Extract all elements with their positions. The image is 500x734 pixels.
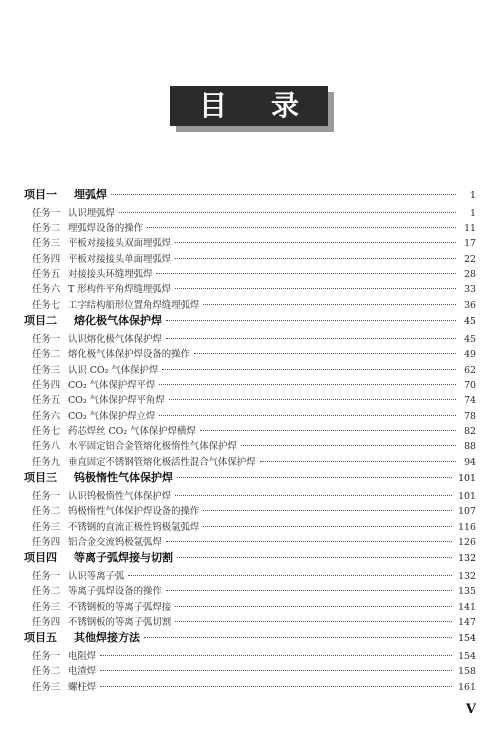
toc-entry-title: 埋弧焊 xyxy=(74,188,107,201)
toc-task-row xyxy=(24,392,476,407)
toc-page-number: 28 xyxy=(464,269,476,281)
toc-page-number: 158 xyxy=(458,666,476,678)
toc-entry-title: 认识 CO₂ 气体保护焊 xyxy=(68,364,159,376)
title-box xyxy=(170,86,328,126)
toc-entry-label: 任务一 xyxy=(32,207,61,219)
toc-entry-title: 熔化极气体保护焊设备的操作 xyxy=(68,349,190,361)
toc-page-number: 45 xyxy=(464,333,476,345)
toc-title xyxy=(170,86,334,132)
toc-leader-dots xyxy=(241,445,456,446)
toc-entry-title: 其他焊接方法 xyxy=(74,631,140,645)
toc-page-number: 1 xyxy=(470,207,476,219)
toc-entry-title: 电渣焊 xyxy=(68,666,97,678)
page-number: V xyxy=(465,702,476,717)
toc-page-number: 82 xyxy=(464,426,476,438)
toc-entry-title: 钨极惰性气体保护焊 xyxy=(74,471,173,485)
toc-page-number: 94 xyxy=(464,456,476,468)
toc-task-row xyxy=(24,599,476,614)
toc-task-row xyxy=(24,220,476,235)
toc-leader-dots xyxy=(175,606,452,607)
toc-task-row xyxy=(24,205,476,220)
table-of-contents xyxy=(24,186,476,694)
toc-leader-dots xyxy=(147,227,456,228)
toc-task-row xyxy=(24,266,476,281)
toc-page-number: 74 xyxy=(464,395,476,407)
toc-entry-title: 不锈钢的直流正极性钨极氩弧焊 xyxy=(68,521,200,533)
toc-entry-title: 电阻焊 xyxy=(68,650,97,662)
toc-task-row xyxy=(24,377,476,392)
toc-leader-dots xyxy=(175,288,456,289)
toc-entry-label: 任务二 xyxy=(32,349,61,361)
toc-page-number: 126 xyxy=(458,536,476,548)
toc-page-number: 70 xyxy=(464,379,476,391)
toc-page-number: 36 xyxy=(464,299,476,311)
toc-task-row xyxy=(24,503,476,518)
toc-task-row xyxy=(24,583,476,598)
toc-task-row xyxy=(24,568,476,583)
toc-chapter-row xyxy=(24,312,476,331)
toc-leader-dots xyxy=(166,590,452,591)
toc-entry-label: 任务五 xyxy=(32,395,61,407)
toc-page-number: 45 xyxy=(464,316,476,328)
toc-page-number: 135 xyxy=(458,586,476,598)
toc-entry-label: 任务一 xyxy=(32,490,61,502)
toc-leader-dots xyxy=(100,655,452,656)
toc-page-number: 154 xyxy=(458,633,476,645)
toc-task-row xyxy=(24,679,476,694)
toc-leader-dots xyxy=(169,399,456,400)
toc-chapter-row xyxy=(24,469,476,488)
toc-leader-dots xyxy=(175,495,452,496)
toc-entry-title: 钨极惰性气体保护焊设备的操作 xyxy=(68,506,200,518)
toc-leader-dots xyxy=(159,415,456,416)
toc-task-row xyxy=(24,251,476,266)
toc-entry-title: 平板对接接头单面埋弧焊 xyxy=(68,253,172,265)
toc-entry-title: 等离子弧焊设备的操作 xyxy=(68,586,162,598)
toc-page-number: 49 xyxy=(464,349,476,361)
toc-entry-label: 任务八 xyxy=(32,441,61,453)
toc-task-row xyxy=(24,534,476,549)
toc-page-number: 147 xyxy=(458,616,476,628)
toc-page-number: 17 xyxy=(464,238,476,250)
toc-entry-title: 等离子弧焊接与切割 xyxy=(74,551,173,565)
toc-entry-title: CO₂ 气体保护焊平角焊 xyxy=(68,395,165,407)
toc-entry-label: 任务一 xyxy=(32,650,61,662)
toc-page-number: 101 xyxy=(458,473,476,485)
toc-leader-dots xyxy=(156,273,456,274)
toc-task-row xyxy=(24,362,476,377)
toc-entry-label: 任务二 xyxy=(32,666,61,678)
toc-leader-dots xyxy=(128,575,452,576)
toc-leader-dots xyxy=(162,369,456,370)
toc-leader-dots xyxy=(203,304,456,305)
toc-entry-title: 熔化极气体保护焊 xyxy=(74,314,162,328)
toc-entry-label: 任务四 xyxy=(32,536,61,548)
toc-task-row xyxy=(24,438,476,453)
toc-entry-label: 项目一 xyxy=(24,188,57,201)
toc-entry-title: 认识钨极惰性气体保护焊 xyxy=(68,490,172,502)
toc-entry-title: 螺柱焊 xyxy=(68,681,97,693)
toc-leader-dots xyxy=(203,526,452,527)
toc-leader-dots xyxy=(159,384,456,385)
toc-leader-dots xyxy=(194,353,456,354)
toc-entry-label: 任务四 xyxy=(32,616,61,628)
toc-leader-dots xyxy=(175,621,452,622)
toc-chapter-row xyxy=(24,549,476,568)
toc-page-number: 161 xyxy=(458,681,476,693)
toc-task-row xyxy=(24,454,476,469)
toc-entry-title: 不锈钢板的等离子弧切割 xyxy=(68,616,172,628)
toc-entry-label: 任务三 xyxy=(32,238,61,250)
toc-leader-dots xyxy=(200,430,456,431)
toc-page-number: 11 xyxy=(464,222,476,234)
toc-entry-label: 项目二 xyxy=(24,314,57,328)
toc-entry-title: 垂直固定不锈钢管熔化极活性混合气体保护焊 xyxy=(68,456,256,468)
toc-leader-dots xyxy=(177,557,452,558)
toc-page-number: 132 xyxy=(458,570,476,582)
toc-entry-label: 任务四 xyxy=(32,379,61,391)
toc-entry-label: 任务三 xyxy=(32,601,61,613)
title-char-1: 目 xyxy=(198,89,227,122)
toc-page-number: 1 xyxy=(470,190,476,201)
toc-task-row xyxy=(24,614,476,629)
toc-entry-title: 认识埋弧焊 xyxy=(68,207,115,219)
toc-page-number: 116 xyxy=(458,521,476,533)
toc-leader-dots xyxy=(175,242,456,243)
toc-leader-dots xyxy=(119,212,456,213)
toc-task-row xyxy=(24,235,476,250)
toc-page-number: 107 xyxy=(458,506,476,518)
toc-entry-label: 任务一 xyxy=(32,333,61,345)
title-char-2: 录 xyxy=(271,89,300,122)
toc-leader-dots xyxy=(100,670,452,671)
toc-entry-label: 项目三 xyxy=(24,471,57,485)
toc-page-number: 132 xyxy=(458,553,476,565)
toc-chapter-row xyxy=(24,186,476,205)
toc-entry-title: T 形构件平角焊缝埋弧焊 xyxy=(68,284,171,296)
toc-task-row xyxy=(24,281,476,296)
toc-entry-label: 任务九 xyxy=(32,456,61,468)
toc-leader-dots xyxy=(166,541,452,542)
toc-page-number: 22 xyxy=(464,253,476,265)
toc-entry-title: 对接接头环缝埋弧焊 xyxy=(68,269,153,281)
toc-entry-label: 任务五 xyxy=(32,269,61,281)
toc-task-row xyxy=(24,331,476,346)
toc-task-row xyxy=(24,297,476,312)
toc-entry-title: 工字结构船形位置角焊缝埋弧焊 xyxy=(68,299,200,311)
toc-leader-dots xyxy=(203,510,452,511)
toc-page-number: 141 xyxy=(458,601,476,613)
toc-entry-label: 任务三 xyxy=(32,521,61,533)
toc-page-number: 154 xyxy=(458,650,476,662)
toc-entry-label: 任务六 xyxy=(32,284,61,296)
toc-leader-dots xyxy=(166,320,456,321)
toc-entry-label: 任务一 xyxy=(32,570,61,582)
toc-entry-label: 任务二 xyxy=(32,586,61,598)
toc-entry-label: 任务六 xyxy=(32,410,61,422)
toc-task-row xyxy=(24,488,476,503)
toc-entry-label: 任务二 xyxy=(32,506,61,518)
toc-entry-label: 任务三 xyxy=(32,681,61,693)
toc-entry-label: 项目五 xyxy=(24,631,57,645)
toc-entry-title: 铝合金交流钨极氩弧焊 xyxy=(68,536,162,548)
toc-entry-label: 任务七 xyxy=(32,299,61,311)
toc-entry-label: 任务四 xyxy=(32,253,61,265)
toc-leader-dots xyxy=(144,637,452,638)
toc-entry-title: 埋弧焊设备的操作 xyxy=(68,222,144,234)
toc-entry-title: CO₂ 气体保护焊立焊 xyxy=(68,410,156,422)
toc-entry-title: 水平固定铝合金管熔化极惰性气体保护焊 xyxy=(68,441,237,453)
toc-entry-label: 任务三 xyxy=(32,364,61,376)
toc-entry-title: CO₂ 气体保护焊平焊 xyxy=(68,379,156,391)
toc-page-number: 101 xyxy=(458,490,476,502)
toc-task-row xyxy=(24,408,476,423)
toc-entry-label: 任务七 xyxy=(32,426,61,438)
toc-leader-dots xyxy=(260,461,456,462)
toc-entry-title: 不锈钢板的等离子弧焊接 xyxy=(68,601,172,613)
toc-entry-label: 任务二 xyxy=(32,222,61,234)
toc-task-row xyxy=(24,346,476,361)
toc-page-number: 33 xyxy=(464,284,476,296)
toc-entry-title: 平板对接接头双面埋弧焊 xyxy=(68,238,172,250)
toc-task-row xyxy=(24,423,476,438)
toc-entry-label: 项目四 xyxy=(24,551,57,565)
toc-leader-dots xyxy=(111,194,456,195)
toc-leader-dots xyxy=(177,477,452,478)
toc-task-row xyxy=(24,663,476,678)
toc-entry-title: 认识等离子弧 xyxy=(68,570,125,582)
toc-leader-dots xyxy=(175,258,456,259)
toc-entry-title: 认识熔化极气体保护焊 xyxy=(68,333,162,345)
toc-page-number: 62 xyxy=(464,364,476,376)
toc-leader-dots xyxy=(166,338,456,339)
toc-task-row xyxy=(24,519,476,534)
toc-page-number: 88 xyxy=(464,441,476,453)
toc-chapter-row xyxy=(24,629,476,648)
toc-task-row xyxy=(24,648,476,663)
toc-page-number: 78 xyxy=(464,410,476,422)
toc-entry-title: 药芯焊丝 CO₂ 气体保护焊横焊 xyxy=(68,426,196,438)
toc-leader-dots xyxy=(100,686,452,687)
